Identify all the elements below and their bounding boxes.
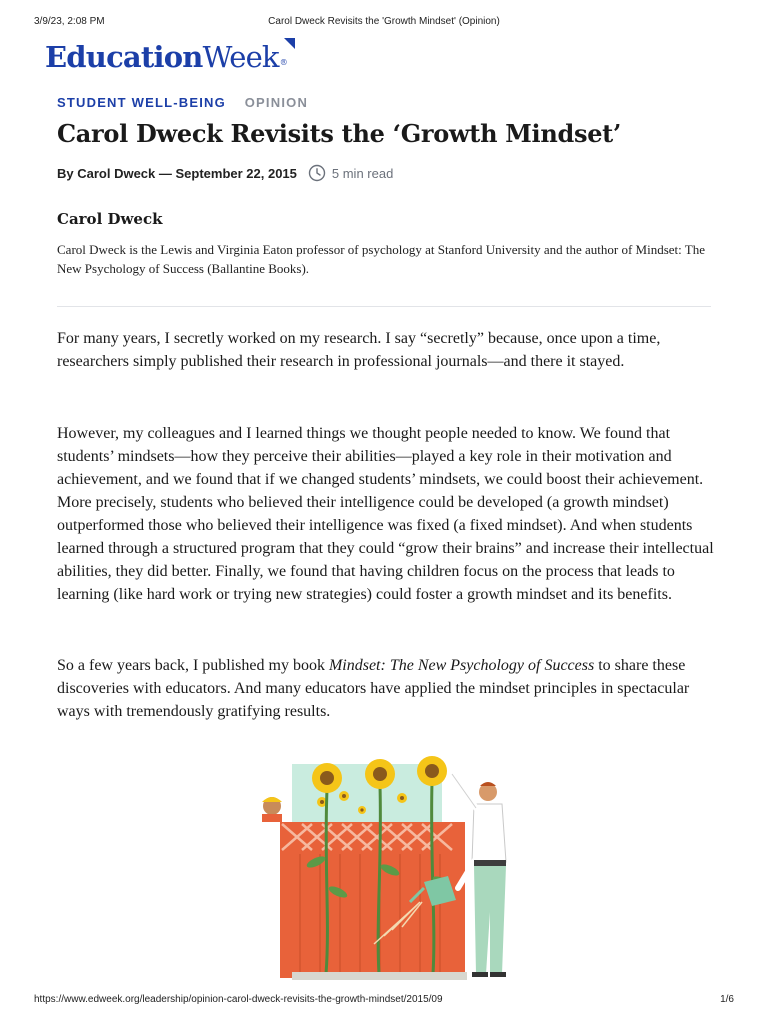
article-paragraph-3 [57,654,721,723]
byline-author-date: By Carol Dweck — September 22, 2015 [57,165,297,181]
clock-icon [308,164,326,182]
author-bio: Carol Dweck is the Lewis and Virginia Eaton professor of psychology at Stanford University and the author of Mindset: The New Psychology of Success (Ballantine Books). [57,242,706,276]
print-page-url[interactable]: https://www.edweek.org/leadership/opinion-carol-dweck-revisits-the-growth-mindset/2015/09 [34,994,443,1005]
logo-part-light: Week [202,40,279,74]
logo-text [45,40,287,74]
print-header [34,16,734,30]
logo-flag-icon [284,38,295,49]
article-paragraph-1: For many years, I secretly worked on my research. I say “secretly” because, once upon a time, researchers simply published their research in professional journals—and there it stayed. [57,330,661,370]
article-headline: Carol Dweck Revisits the ‘Growth Mindset’ [57,119,622,148]
paragraph-3-after: to share these discoveries with educators. And many educators have applied the mindset principles in spectacular ways with tremendously gratifying results. [57,657,690,720]
logo-part-bold: Education [45,40,203,74]
book-title: Mindset: The New Psychology of Success [328,657,595,674]
byline [57,163,393,183]
category-student-well-being[interactable]: STUDENT WELL-BEING [57,95,226,110]
author-name[interactable]: Carol Dweck [57,210,163,228]
education-week-logo[interactable] [45,40,287,74]
article-paragraph-2: However, my colleagues and I learned things we thought people needed to know. We found that students’ mindsets—how they perceive their abilities—played a key role in their motivation and achievement, and we found that if we changed students’ mindsets, we could boost their achievement. More precisely, students who believed their intelligence could be developed (a growth mindset) outperformed those who believed their intelligence was fixed (a fixed mindset). And when students learned through a structured program that they could “grow their brains” and increase their intellectual abilities, they did better. Finally, we found that having children focus on the process that leads to learning (like hard work or trying new strategies) could foster a growth mindset and its benefits. [57,425,714,603]
logo-registered-mark: ® [279,58,287,67]
print-page-title: Carol Dweck Revisits the 'Growth Mindset' (Opinion) [268,16,500,27]
print-datetime: 3/9/23, 2:08 PM [34,16,105,27]
article-categories [57,95,308,110]
print-page-number: 1/6 [720,994,734,1005]
paragraph-3-before: So a few years back, I published my book [57,657,329,674]
read-time: 5 min read [331,165,394,181]
section-divider [57,306,711,307]
print-footer [34,994,734,1008]
category-opinion[interactable]: OPINION [244,95,309,110]
sunflowers-fence-watering-illustration [252,752,522,986]
